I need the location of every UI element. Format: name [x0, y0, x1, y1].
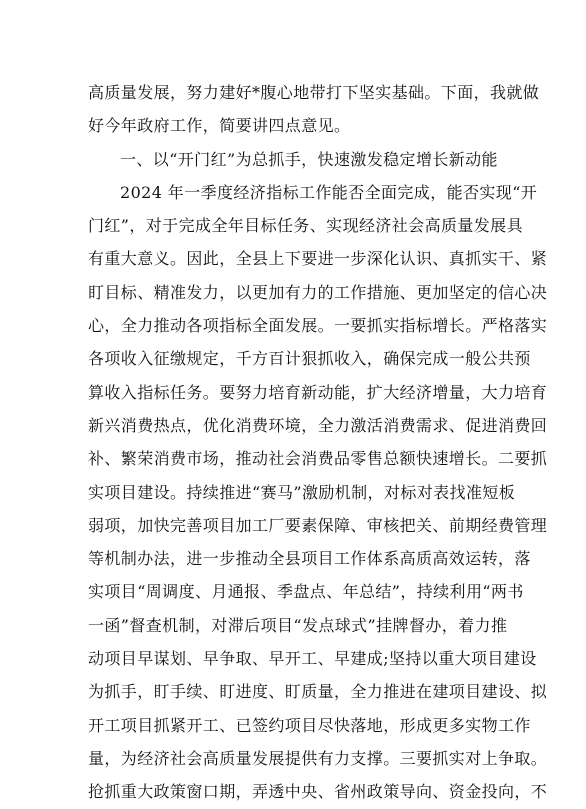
- text-line: 补、繁荣消费市场，推动社会消费品零售总额快速增长。二要抓: [88, 449, 548, 469]
- text-line: 动项目早谋划、早争取、早开工、早建成;坚持以重大项目建设: [88, 649, 537, 669]
- text-line: 等机制办法，进一步推动全县项目工作体系高质高效运转，落: [88, 549, 531, 569]
- text-line: 有重大意义。因此，全县上下要进一步深化认识、真抓实干、紧: [88, 249, 548, 269]
- document-body: [88, 76, 548, 809]
- text-line: 开工项目抓紧开工、已签约项目尽快落地，形成更多实物工作: [88, 715, 531, 735]
- text-line: 心，全力推动各项指标全面发展。一要抓实指标增长。严格落实: [88, 316, 548, 336]
- text-line: 新兴消费热点，优化消费环境，全力激活消费需求、促进消费回: [88, 415, 548, 435]
- text-line: 弱项，加快完善项目加工厂要素保障、审核把关、前期经费管理: [88, 515, 548, 535]
- text-line: 门红”，对于完成全年目标任务、实现经济社会高质量发展具: [88, 216, 523, 236]
- text-line: 实项目建设。持续推进“赛马”激励机制，对标对表找准短板: [88, 482, 516, 502]
- text-line: 高质量发展，努力建好*腹心地带打下坚实基础。下面，我就做: [88, 83, 540, 102]
- text-line: 各项收入征缴规定，千方百计狠抓收入，确保完成一般公共预: [88, 349, 531, 369]
- text-line: 实项目“周调度、月通报、季盘点、年总结”，持续利用“两书: [88, 582, 524, 602]
- text-line: 盯目标、精准发力，以更加有力的工作措施、更加坚定的信心决: [88, 282, 548, 302]
- text-line: 为抓手，盯手续、盯进度、盯质量，全力推进在建项目建设、拟: [88, 682, 548, 702]
- text-line: 一函”督查机制，对滞后项目“发点球式”挂牌督办，着力推: [88, 615, 508, 635]
- text-line: 量，为经济社会高质量发展提供有力支撑。三要抓实对上争取。: [88, 748, 548, 768]
- text-line: 好今年政府工作，简要讲四点意见。: [88, 116, 351, 136]
- section-heading: 一、以“开门红”为总抓手，快速激发稳定增长新动能: [120, 149, 498, 169]
- text-line: 2024 年一季度经济指标工作能否全面完成，能否实现“开: [120, 182, 538, 202]
- text-line: 算收入指标任务。要努力培育新动能，扩大经济增量，大力培育: [88, 382, 548, 402]
- text-line: 抢抓重大政策窗口期，弄透中央、省州政策导向、资金投向，不: [88, 782, 548, 802]
